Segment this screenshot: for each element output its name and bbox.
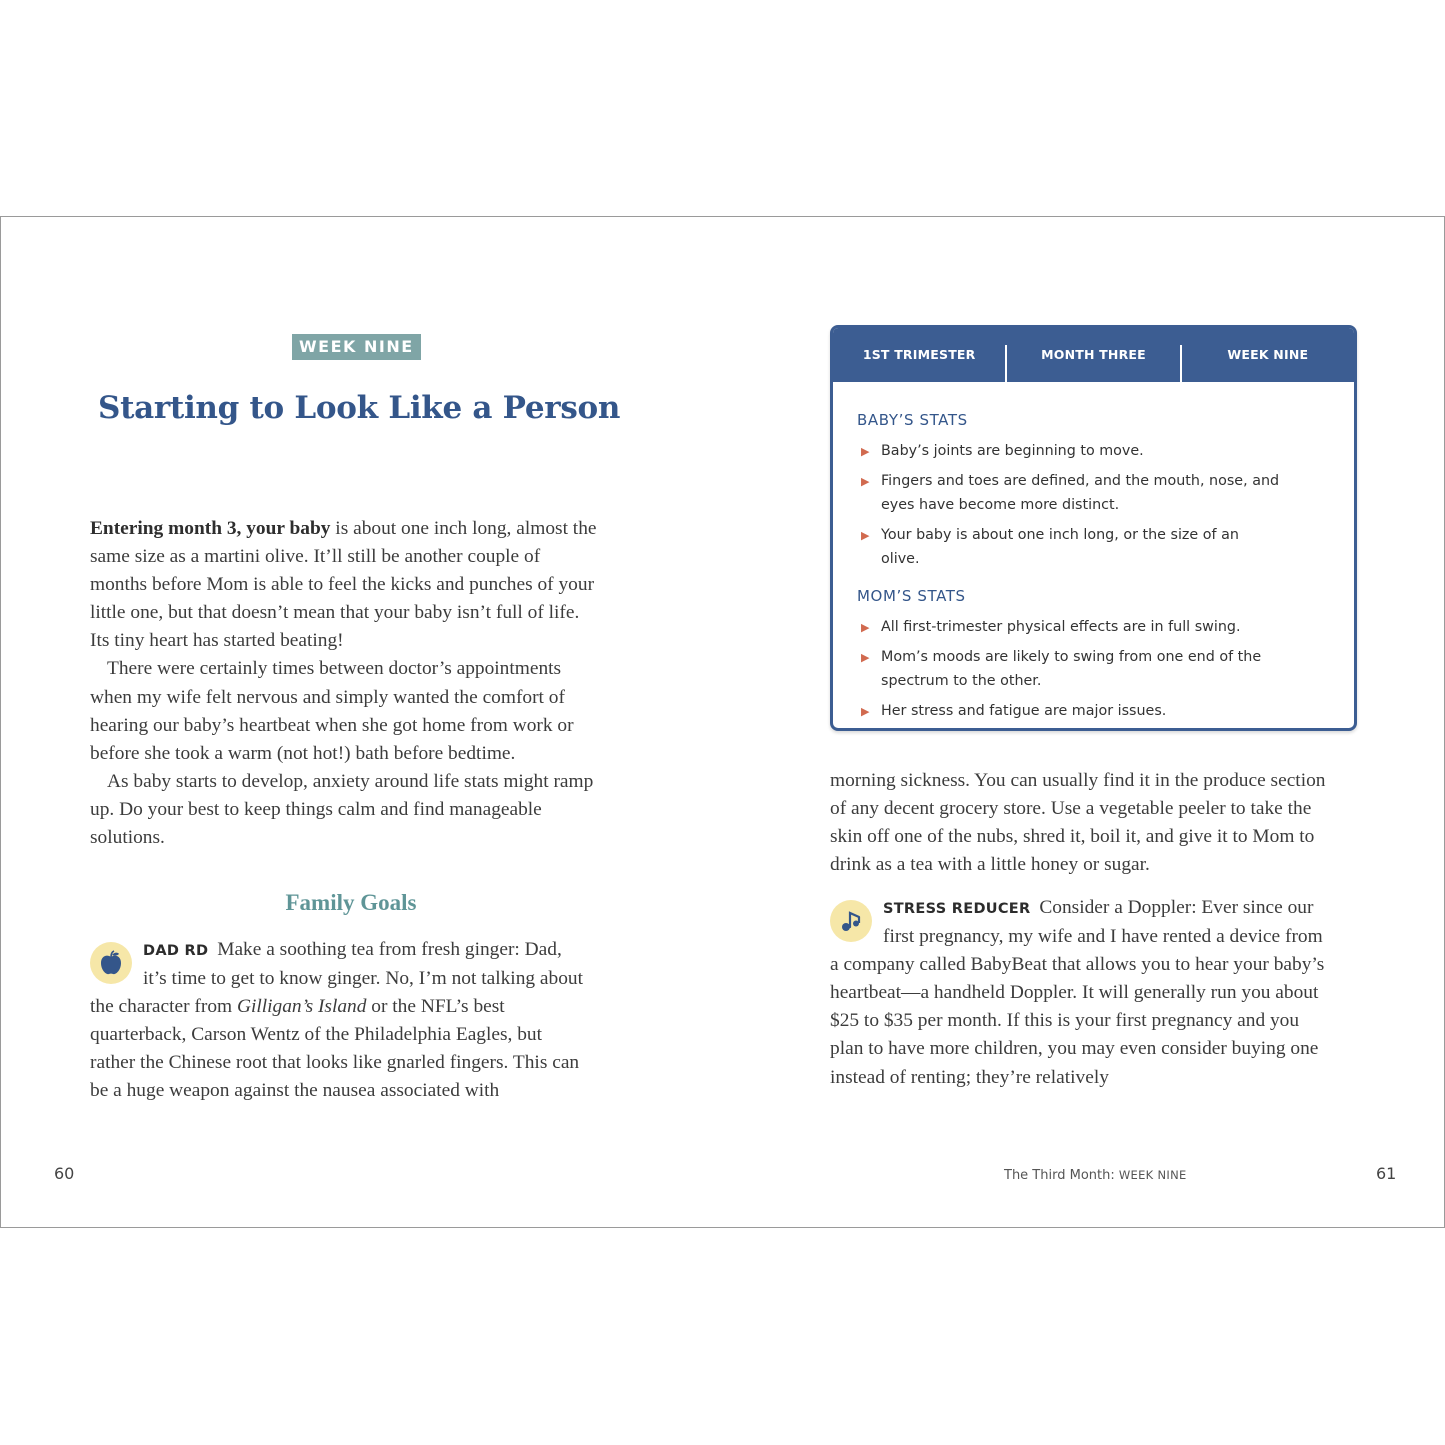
baby-stats-title: BABY’S STATS xyxy=(857,411,968,429)
running-head xyxy=(1004,1168,1187,1183)
list-item-text: Mom’s moods are likely to swing from one end of the spectrum to the other. xyxy=(881,649,1262,689)
intro-paragraph xyxy=(90,515,600,655)
dad-rd-text xyxy=(90,936,590,1106)
intro-lead: Entering month 3, your baby xyxy=(90,518,331,539)
list-item xyxy=(857,469,1330,517)
stress-reducer-body: Consider a Doppler: Ever since our first pregnancy, my wife and I have rented a device from a company called BabyBeat that allows you to hear your baby’s heartbeat—a handheld Doppler. It will generally run you about $25 to $35 per month. If this is your first pregnancy and you plan to have more children, you may even consider buying one instead of renting; they’re relatively xyxy=(830,897,1325,1088)
list-item-text: Her stress and fatigue are major issues. xyxy=(881,703,1167,719)
intro-column xyxy=(90,515,600,852)
baby-stats-list xyxy=(857,439,1330,571)
stress-reducer-tip xyxy=(830,894,1330,1092)
list-item xyxy=(857,615,1330,639)
apple-icon xyxy=(90,942,132,984)
stats-header xyxy=(833,328,1354,382)
running-head-chapter: The Third Month: xyxy=(1004,1168,1119,1183)
header-trimester: 1ST TRIMESTER xyxy=(862,347,976,362)
paragraph-2: There were certainly times between doctor’s appointments when my wife felt nervous and simply wanted the comfort of hearing our baby’s heartbeat when she got home from work or before she took a warm (not hot!) bath before bedtime. xyxy=(90,658,574,764)
dad-rd-text-a: Make a soothing tea from fresh ginger: Dad, it’s time to get to know ginger. No, I’m not talking about the character from xyxy=(90,939,584,1018)
continued-column xyxy=(830,767,1330,879)
bullet-arrow-icon: ▶ xyxy=(861,445,870,458)
stats-body xyxy=(833,382,1354,723)
list-item-text: Your baby is about one inch long, or the size of an olive. xyxy=(881,527,1239,567)
page-number-left: 60 xyxy=(54,1164,75,1183)
stats-box xyxy=(830,325,1357,731)
list-item-text: Fingers and toes are defined, and the mouth, nose, and eyes have become more distinct. xyxy=(881,473,1280,513)
list-item-text: Baby’s joints are beginning to move. xyxy=(881,443,1144,459)
bullet-arrow-icon: ▶ xyxy=(861,529,870,542)
running-head-week: WEEK NINE xyxy=(1118,1168,1187,1182)
header-week: WEEK NINE xyxy=(1227,347,1309,362)
list-item-text: All first-trimester physical effects are in full swing. xyxy=(881,619,1241,635)
bullet-arrow-icon: ▶ xyxy=(861,621,870,634)
list-item xyxy=(857,699,1330,723)
intro-rest: is about one inch long, almost the same size as a martini olive. It’ll still be another couple of months before Mom is able to feel the kicks and punches of your little one, but that doesn’t mean that your baby isn’t full of life. Its tiny heart has started beating! xyxy=(90,518,597,652)
chapter-title: Starting to Look Like a Person xyxy=(98,390,621,426)
continued-paragraph: morning sickness. You can usually find it in the produce section of any decent grocery store. Use a vegetable peeler to take the skin off one of the nubs, shred it, boil it, and give it to Mom to drink as a tea with a little honey or sugar. xyxy=(830,770,1326,876)
page-number-right: 61 xyxy=(1376,1164,1397,1183)
stress-reducer-label: STRESS REDUCER xyxy=(883,901,1031,917)
mom-stats-list xyxy=(857,615,1330,723)
music-note-icon xyxy=(830,900,872,942)
family-goals-subhead: Family Goals xyxy=(285,890,417,915)
bullet-arrow-icon: ▶ xyxy=(861,705,870,718)
bullet-arrow-icon: ▶ xyxy=(861,475,870,488)
stress-reducer-text xyxy=(830,894,1330,1092)
dad-rd-label: DAD RD xyxy=(143,943,209,959)
bullet-arrow-icon: ▶ xyxy=(861,651,870,664)
week-tag: WEEK NINE xyxy=(292,334,421,360)
mom-stats-title: MOM’S STATS xyxy=(857,587,966,605)
header-month: MONTH THREE xyxy=(1041,347,1146,362)
paragraph-3: As baby starts to develop, anxiety around life stats might ramp up. Do your best to keep things calm and find manageable solutions. xyxy=(90,770,594,849)
list-item xyxy=(857,645,1330,693)
list-item xyxy=(857,439,1330,463)
dad-rd-text-b: or the NFL’s best quarterback, Carson Wentz of the Philadelphia Eagles, but rather the Chinese root that looks like gnarled fingers. This can be a huge weapon against the nausea associated with xyxy=(90,996,580,1102)
list-item xyxy=(857,523,1330,571)
dad-rd-text-italic: Gilligan’s Island xyxy=(236,996,367,1018)
dad-rd-tip xyxy=(90,936,590,1106)
